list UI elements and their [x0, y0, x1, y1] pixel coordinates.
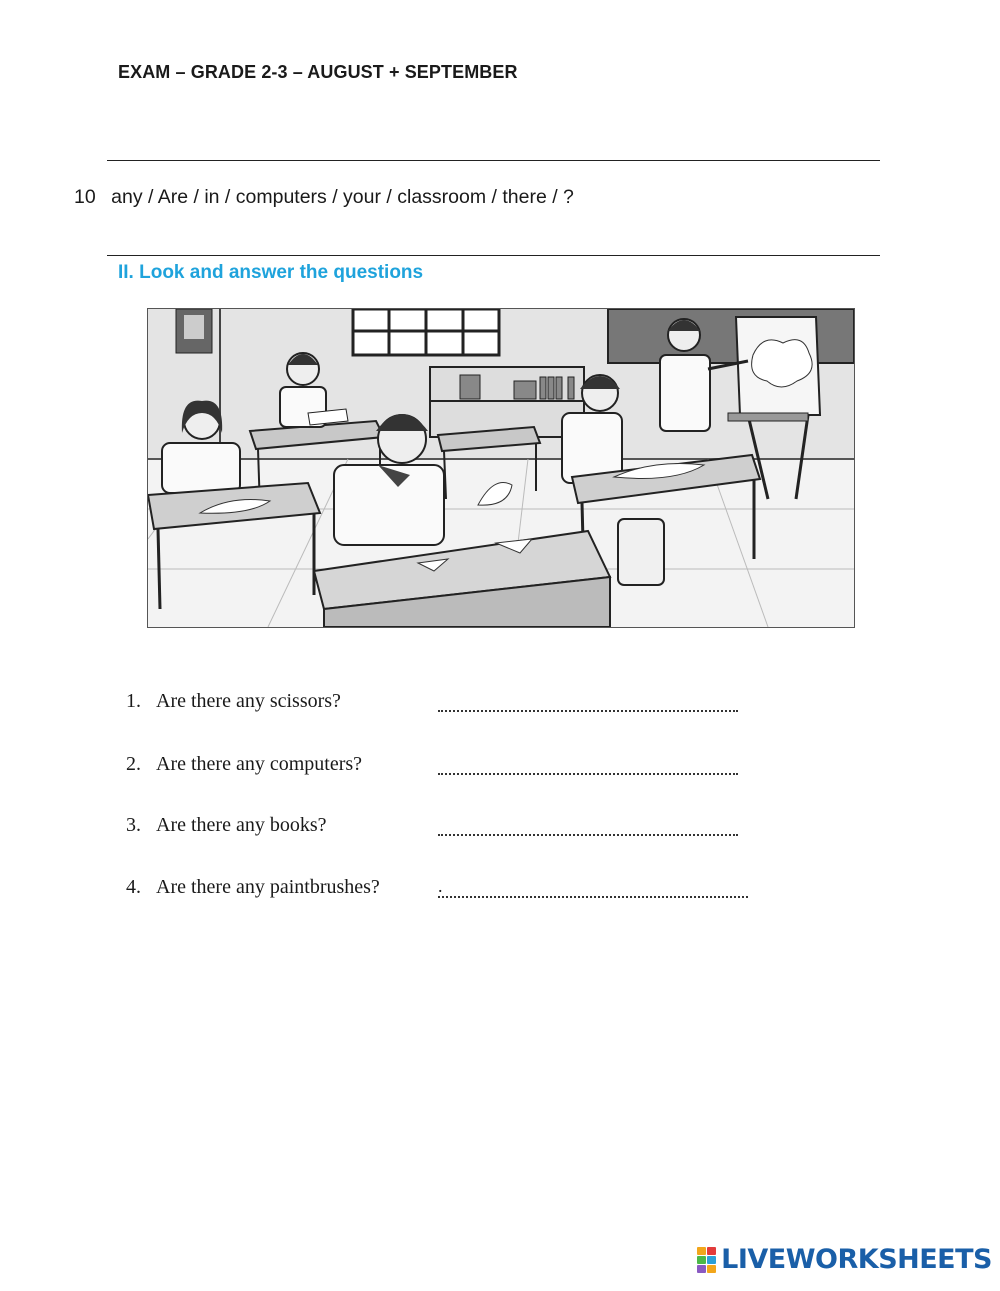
- question-number: 3.: [126, 814, 141, 836]
- question-text: Are there any books?: [156, 814, 327, 836]
- question-number: 2.: [126, 753, 141, 775]
- question-10-text: any / Are / in / computers / your / classroom / there / ?: [111, 186, 574, 208]
- answer-line-9[interactable]: [107, 160, 880, 161]
- question-10-number: 10: [74, 186, 96, 208]
- answer-field[interactable]: [438, 761, 738, 775]
- classroom-illustration: [148, 309, 854, 627]
- liveworksheets-icon: [697, 1247, 717, 1273]
- question-text: Are there any scissors?: [156, 690, 341, 712]
- answer-field[interactable]: [438, 876, 748, 898]
- question-10: [74, 186, 574, 209]
- answer-prefix: .: [438, 876, 443, 896]
- question-text: Are there any computers?: [156, 753, 363, 775]
- classroom-picture: [147, 308, 855, 628]
- answer-field[interactable]: [438, 822, 738, 836]
- brand-logo[interactable]: [697, 1244, 992, 1275]
- answer-line-10[interactable]: [107, 255, 880, 256]
- exam-title: EXAM – GRADE 2-3 – AUGUST + SEPTEMBER: [118, 62, 518, 82]
- brand-name: LIVEWORKSHEETS: [721, 1244, 992, 1275]
- question-number: 1.: [126, 690, 141, 712]
- section-heading: II. Look and answer the questions: [118, 262, 424, 283]
- question-text: Are there any paintbrushes?: [156, 876, 380, 898]
- answer-field[interactable]: [438, 698, 738, 712]
- question-number: 4.: [126, 876, 141, 898]
